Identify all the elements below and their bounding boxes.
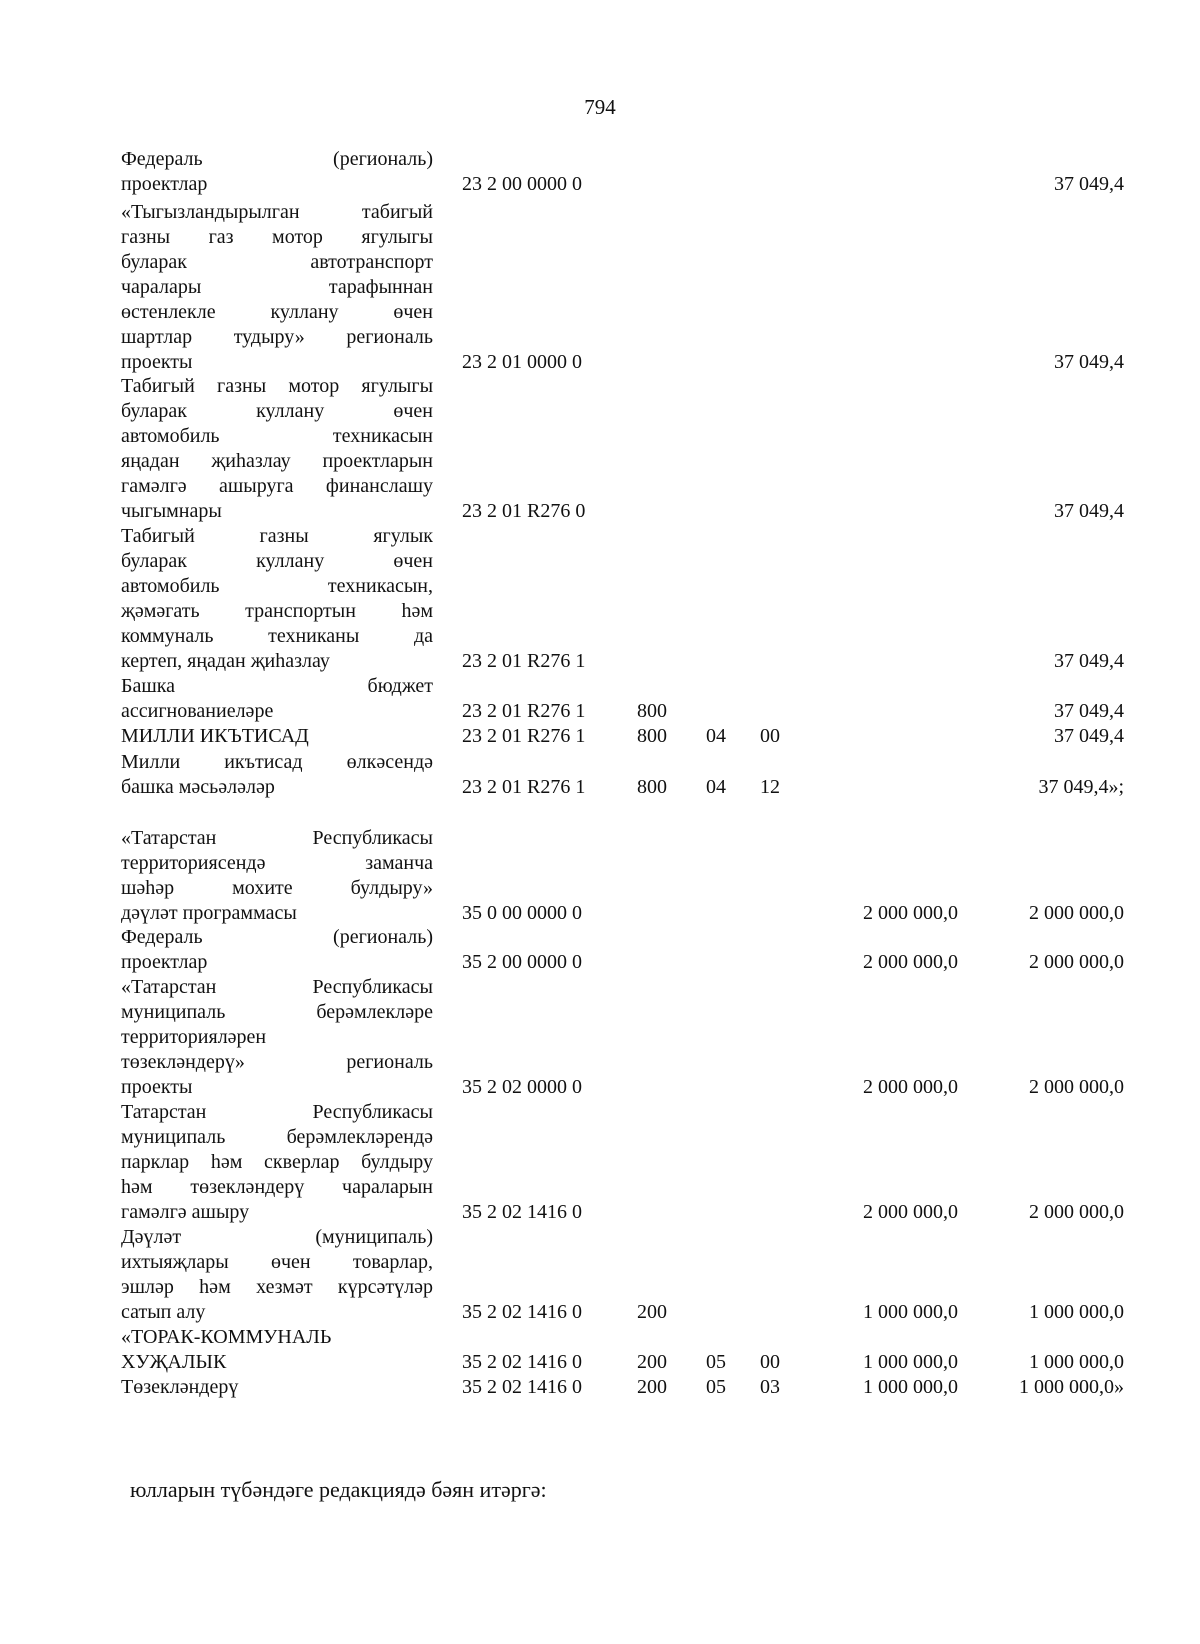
code-cell: 35 2 02 1416 0 xyxy=(462,1351,582,1373)
row-name-line: Дәүләт (муниципаль) xyxy=(121,1226,433,1248)
section-cell: 05 xyxy=(706,1351,726,1373)
row-name-line: буларак автотранспорт xyxy=(121,251,433,273)
row-name xyxy=(121,750,433,800)
subsection-cell: 00 xyxy=(760,1351,780,1373)
sum-2025-cell: 1 000 000,0» xyxy=(1019,1376,1124,1398)
row-name-line: муниципаль берәмлекләре xyxy=(121,1001,433,1023)
row-name-line: «Тыгызландырылган табигый xyxy=(121,201,433,223)
row-name-line: муниципаль берәмлекләрендә xyxy=(121,1126,433,1148)
row-name xyxy=(121,826,433,926)
sum-2025-cell: 2 000 000,0 xyxy=(1029,1076,1124,1098)
row-name xyxy=(121,1100,433,1225)
sum-2025-cell: 37 049,4 xyxy=(1054,725,1124,747)
row-name-line: газны газ мотор ягулыгы xyxy=(121,226,433,248)
sum-2025-cell: 37 049,4 xyxy=(1054,700,1124,722)
sum-2025-cell: 2 000 000,0 xyxy=(1029,1201,1124,1223)
footer-text: юлларын түбәндәге редакциядә бәян итәргә: xyxy=(130,1477,547,1502)
subsection-cell: 03 xyxy=(760,1376,780,1398)
row-name-line: гамәлгә ашыру xyxy=(121,1201,250,1223)
row-name-line: Татарстан Республикасы xyxy=(121,1101,433,1123)
subsection-cell: 00 xyxy=(760,725,780,747)
sum-2024-cell: 1 000 000,0 xyxy=(863,1351,958,1373)
row-name-line: коммуналь техниканы да xyxy=(121,625,433,647)
row-name-line: төзекләндерү» региональ xyxy=(121,1051,433,1073)
row-name-line: проекты xyxy=(121,351,193,373)
row-name-line: башка мәсьәләләр xyxy=(121,776,275,798)
row-name-line: территориясендә заманча xyxy=(121,852,433,874)
row-name-line: буларак куллану өчен xyxy=(121,400,433,422)
row-name-line: Милли икътисад өлкәсендә xyxy=(121,751,433,773)
code-cell: 35 2 02 1416 0 xyxy=(462,1201,582,1223)
row-name xyxy=(121,975,433,1100)
row-name-line: Төзекләндерү xyxy=(121,1376,239,1398)
row-name-line: шартлар тудыру» региональ xyxy=(121,326,433,348)
sum-2025-cell: 37 049,4 xyxy=(1054,500,1124,522)
row-name-line: парклар һәм скверлар булдыру xyxy=(121,1151,433,1173)
row-name-line: яңадан җиһазлау проектларын xyxy=(121,450,433,472)
sum-2024-cell: 2 000 000,0 xyxy=(863,902,958,924)
row-name xyxy=(121,925,433,975)
row-name xyxy=(121,674,433,724)
subsection-cell: 12 xyxy=(760,776,780,798)
code-cell: 35 2 02 1416 0 xyxy=(462,1301,582,1323)
row-name xyxy=(121,1225,433,1325)
page-number: 794 xyxy=(584,95,616,119)
row-name-line: буларак куллану өчен xyxy=(121,550,433,572)
row-name-line: һәм төзекләндерү чараларын xyxy=(121,1176,433,1198)
row-name xyxy=(121,1375,433,1400)
row-name-line: «Татарстан Республикасы xyxy=(121,827,433,849)
row-name-line: Башка бюджет xyxy=(121,675,433,697)
row-name-line: автомобиль техникасын, xyxy=(121,575,433,597)
sum-2025-cell: 37 049,4 xyxy=(1054,351,1124,373)
sum-2025-cell: 2 000 000,0 xyxy=(1029,902,1124,924)
row-name-line: проекты xyxy=(121,1076,193,1098)
row-name-line: дәүләт программасы xyxy=(121,902,297,924)
row-name-line: Федераль (региональ) xyxy=(121,926,433,948)
row-name xyxy=(121,147,433,197)
row-name-line: чыгымнары xyxy=(121,500,222,522)
code-cell: 23 2 01 0000 0 xyxy=(462,351,582,373)
sum-2025-cell: 37 049,4 xyxy=(1054,650,1124,672)
row-name-line: шәһәр мохите булдыру» xyxy=(121,877,433,899)
code-cell: 23 2 01 R276 1 xyxy=(462,776,586,798)
code-cell: 23 2 00 0000 0 xyxy=(462,173,582,195)
expense-type-cell: 200 xyxy=(637,1351,667,1373)
section-cell: 04 xyxy=(706,776,726,798)
row-name xyxy=(121,724,433,749)
row-name-line: Табигый газны ягулык xyxy=(121,525,433,547)
sum-2024-cell: 1 000 000,0 xyxy=(863,1376,958,1398)
row-name-line: ХУҖАЛЫК xyxy=(121,1351,227,1373)
row-name-line: ихтыяҗлары өчен товарлар, xyxy=(121,1251,433,1273)
code-cell: 35 0 00 0000 0 xyxy=(462,902,582,924)
sum-2025-cell: 37 049,4 xyxy=(1054,173,1124,195)
sum-2025-cell: 37 049,4»; xyxy=(1038,776,1124,798)
row-name-line: проектлар xyxy=(121,951,208,973)
code-cell: 35 2 02 1416 0 xyxy=(462,1376,582,1398)
row-name-line: сатып алу xyxy=(121,1301,206,1323)
row-name xyxy=(121,1325,433,1375)
row-name-line: Федераль (региональ) xyxy=(121,148,433,170)
sum-2025-cell: 2 000 000,0 xyxy=(1029,951,1124,973)
row-name-line: чаралары тарафыннан xyxy=(121,276,433,298)
row-name-line: гамәлгә ашыруга финанслашу xyxy=(121,475,433,497)
code-cell: 23 2 01 R276 1 xyxy=(462,725,586,747)
expense-type-cell: 200 xyxy=(637,1301,667,1323)
expense-type-cell: 200 xyxy=(637,1376,667,1398)
expense-type-cell: 800 xyxy=(637,776,667,798)
expense-type-cell: 800 xyxy=(637,725,667,747)
row-name xyxy=(121,524,433,674)
row-name-line: МИЛЛИ ИКЪТИСАД xyxy=(121,725,309,747)
code-cell: 35 2 00 0000 0 xyxy=(462,951,582,973)
section-cell: 05 xyxy=(706,1376,726,1398)
sum-2025-cell: 1 000 000,0 xyxy=(1029,1351,1124,1373)
row-name-line: кертеп, яңадан җиһазлау xyxy=(121,650,330,672)
row-name-line: Табигый газны мотор ягулыгы xyxy=(121,375,433,397)
sum-2024-cell: 2 000 000,0 xyxy=(863,1076,958,1098)
sum-2024-cell: 2 000 000,0 xyxy=(863,951,958,973)
row-name-line: «Татарстан Республикасы xyxy=(121,976,433,998)
row-name-line: территорияләрен xyxy=(121,1026,267,1048)
row-name-line: өстенлекле куллану өчен xyxy=(121,301,433,323)
sum-2024-cell: 2 000 000,0 xyxy=(863,1201,958,1223)
row-name-line: проектлар xyxy=(121,173,208,195)
expense-type-cell: 800 xyxy=(637,700,667,722)
code-cell: 35 2 02 0000 0 xyxy=(462,1076,582,1098)
row-name xyxy=(121,200,433,375)
row-name-line: ассигнованиеләре xyxy=(121,700,274,722)
row-name xyxy=(121,374,433,524)
row-name-line: «ТОРАК-КОММУНАЛЬ xyxy=(121,1326,332,1348)
code-cell: 23 2 01 R276 1 xyxy=(462,650,586,672)
sum-2024-cell: 1 000 000,0 xyxy=(863,1301,958,1323)
code-cell: 23 2 01 R276 1 xyxy=(462,700,586,722)
row-name-line: җәмәгать транспортын һәм xyxy=(121,600,433,622)
row-name-line: эшләр һәм хезмәт күрсәтүләр xyxy=(121,1276,433,1298)
row-name-line: автомобиль техникасын xyxy=(121,425,433,447)
sum-2025-cell: 1 000 000,0 xyxy=(1029,1301,1124,1323)
code-cell: 23 2 01 R276 0 xyxy=(462,500,586,522)
section-cell: 04 xyxy=(706,725,726,747)
